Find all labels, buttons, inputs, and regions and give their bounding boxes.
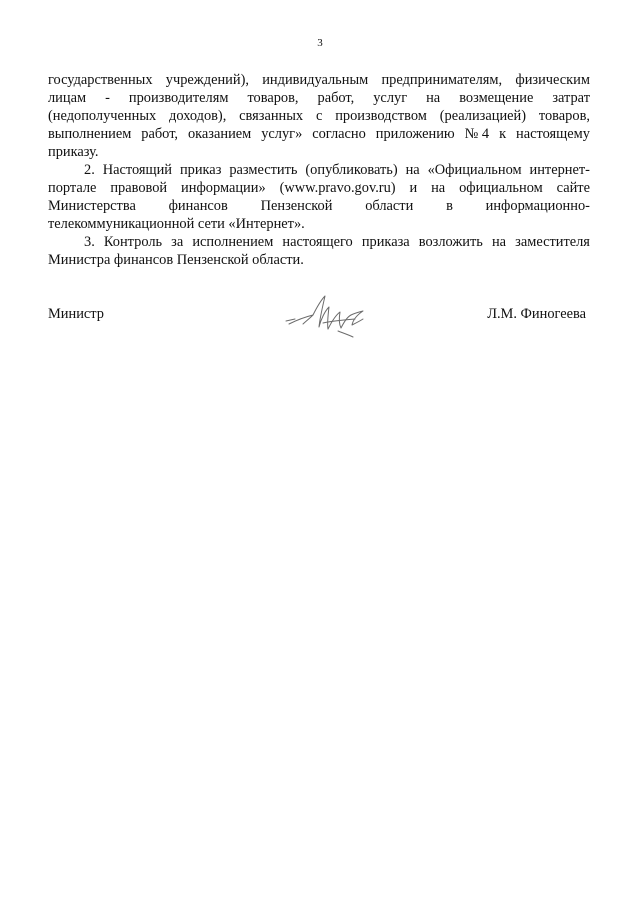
- body-word: на: [491, 234, 507, 250]
- body-word: согласно: [312, 126, 366, 142]
- body-line: [48, 233, 590, 251]
- body-word: связанных: [239, 108, 304, 124]
- body-word: 2.: [84, 162, 95, 178]
- signatory-position: Министр: [48, 306, 104, 322]
- body-word: лицам: [48, 90, 87, 106]
- signatory-name: Л.М. Финогеева: [487, 306, 586, 322]
- body-word: (недополученных: [48, 108, 157, 124]
- body-word: сайте: [556, 180, 590, 196]
- body-word: -: [105, 90, 110, 106]
- body-word: официальном: [459, 180, 543, 196]
- body-word: (www.pravo.gov.ru): [279, 180, 396, 196]
- body-word: физическим: [515, 72, 590, 88]
- body-word: за: [171, 234, 184, 250]
- body-word: телекоммуникационной сети «Интернет».: [48, 216, 305, 232]
- body-word: портале: [48, 180, 97, 196]
- body-word: интернет-: [529, 162, 590, 178]
- body-word: индивидуальным: [262, 72, 369, 88]
- body-word: Министра финансов Пензенской области.: [48, 252, 304, 268]
- body-word: оказанием: [187, 126, 252, 142]
- body-word: исполнением: [192, 234, 274, 250]
- body-word: Пензенской: [260, 198, 333, 214]
- body-word: на: [405, 162, 420, 178]
- body-word: затрат: [552, 90, 590, 106]
- body-line: [48, 107, 590, 125]
- body-word: учреждений),: [165, 72, 249, 88]
- body-word: с: [315, 108, 323, 124]
- body-word: доходов),: [169, 108, 227, 124]
- body-word: заместителя: [515, 234, 590, 250]
- body-word: настоящему: [516, 126, 590, 142]
- body-line: [48, 89, 590, 107]
- body-word: услуг»: [261, 126, 303, 142]
- body-word: приказу.: [48, 144, 99, 160]
- handwritten-signature-icon: [283, 293, 373, 344]
- body-word: информации»: [181, 180, 266, 196]
- body-word: производителям: [128, 90, 229, 106]
- body-line: [48, 143, 590, 161]
- body-word: приказ: [179, 162, 222, 178]
- body-word: настоящего: [282, 234, 353, 250]
- body-word: правовой: [110, 180, 168, 196]
- body-word: 3.: [84, 234, 95, 250]
- body-word: на: [426, 90, 441, 106]
- body-word: «Официальном: [427, 162, 522, 178]
- body-word: финансов: [168, 198, 228, 214]
- body-line: [48, 161, 590, 179]
- body-word: в: [446, 198, 453, 214]
- body-line: [48, 179, 590, 197]
- body-line: [48, 215, 590, 233]
- body-word: информационно-: [485, 198, 590, 214]
- body-word: области: [365, 198, 414, 214]
- body-line: [48, 251, 590, 269]
- body-line: [48, 71, 590, 89]
- body-line: [48, 197, 590, 215]
- body-word: (опубликовать): [305, 162, 398, 178]
- page-number: 3: [317, 37, 323, 49]
- body-word: работ,: [317, 90, 355, 106]
- document-body: [48, 71, 590, 269]
- body-word: государственных: [48, 72, 153, 88]
- body-word: приложению: [375, 126, 455, 142]
- body-word: возмещение: [459, 90, 534, 106]
- body-word: Министерства: [48, 198, 136, 214]
- body-word: на: [431, 180, 446, 196]
- body-word: и: [409, 180, 418, 196]
- body-word: Настоящий: [102, 162, 173, 178]
- body-word: работ,: [141, 126, 178, 142]
- body-word: услуг: [373, 90, 408, 106]
- body-line: [48, 125, 590, 143]
- body-word: возложить: [418, 234, 483, 250]
- body-word: товаров,: [247, 90, 299, 106]
- body-word: к: [499, 126, 507, 142]
- signature-block: [48, 305, 590, 355]
- body-word: разместить: [229, 162, 298, 178]
- body-word: выполнением: [48, 126, 132, 142]
- body-word: предпринимателям,: [381, 72, 503, 88]
- body-word: производством: [335, 108, 427, 124]
- body-word: (реализацией): [439, 108, 527, 124]
- body-word: № 4: [464, 126, 490, 142]
- body-word: товаров,: [538, 108, 590, 124]
- body-word: приказа: [361, 234, 410, 250]
- body-word: Контроль: [103, 234, 163, 250]
